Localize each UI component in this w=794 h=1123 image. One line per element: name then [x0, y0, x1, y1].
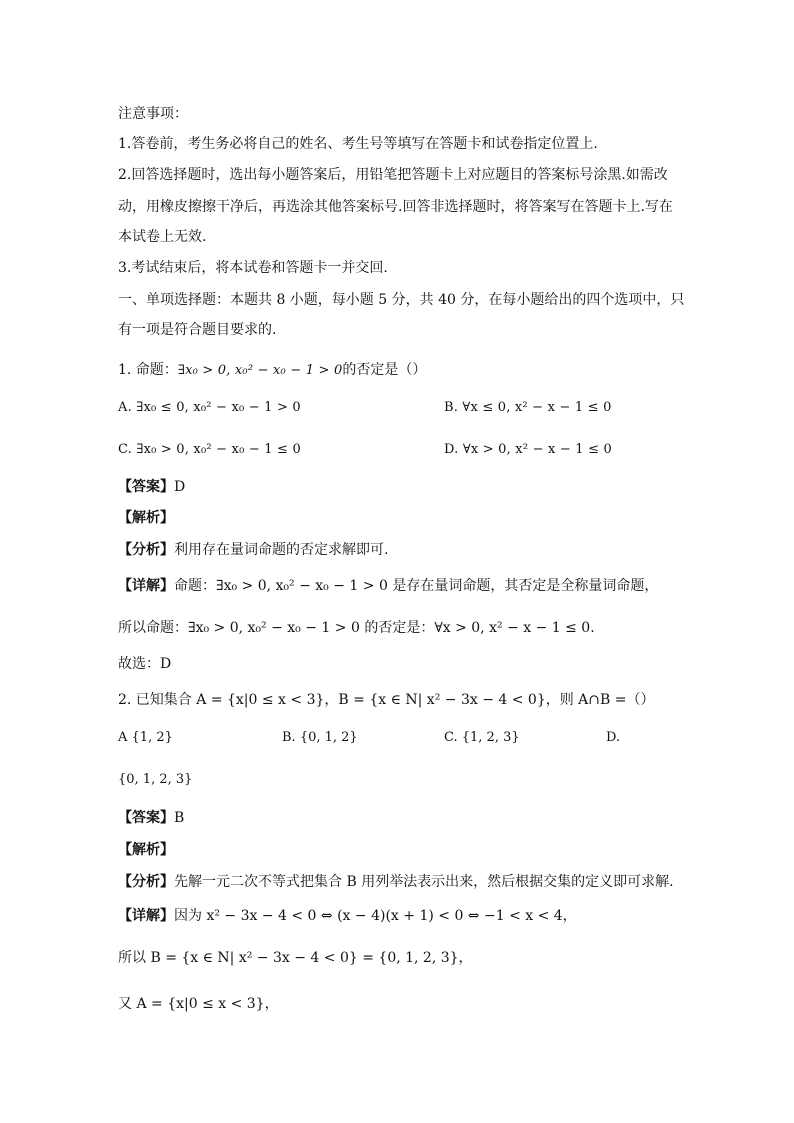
question-1-choose: 故选：D [118, 656, 172, 672]
answer-tag: 【答案】 [118, 810, 174, 826]
xiangjie-text: 命题：∃x₀ > 0, x₀² − x₀ − 1 > 0 是存在量词命题，其否定是全称量词命题， [174, 578, 659, 594]
question-2-stem: 2. 已知集合 A = {x|0 ≤ x < 3}，B = {x ∈ N| x² − 3x − 4 < 0}，则 A∩B =（） [118, 692, 655, 708]
notice-item-2-line-2: 动，用橡皮擦擦干净后，再选涂其他答案标号.回答非选择题时，将答案写在答题卡上.写在 [118, 199, 673, 215]
question-1-fenxi [118, 540, 388, 560]
question-2-option-a: A {1, 2} [118, 730, 173, 745]
fenxi-tag: 【分析】 [118, 874, 174, 890]
answer-value: D [174, 479, 186, 495]
fenxi-text: 先解一元二次不等式把集合 B 用列举法表示出来，然后根据交集的定义即可求解. [174, 874, 674, 890]
answer-value: B [174, 810, 185, 826]
question-2-option-d-value: {0, 1, 2, 3} [118, 772, 193, 787]
xiangjie-tag: 【详解】 [118, 578, 174, 594]
fenxi-text: 利用存在量词命题的否定求解即可. [174, 542, 389, 558]
fenxi-tag: 【分析】 [118, 542, 174, 558]
xiangjie-text: 因为 x² − 3x − 4 < 0 ⇔ (x − 4)(x + 1) < 0 ⇔ −1 < x < 4， [174, 908, 577, 924]
question-2-xiangjie [118, 906, 577, 926]
notice-title: 注意事项： [118, 106, 188, 122]
section-heading-line-2: 有一项是符合题目要求的. [118, 322, 277, 338]
question-1-answer [118, 477, 185, 497]
question-1-option-a: A. ∃x₀ ≤ 0, x₀² − x₀ − 1 > 0 [118, 400, 301, 415]
section-heading-line-1: 一、单项选择题：本题共 8 小题，每小题 5 分，共 40 分，在每小题给出的四个选项中，只 [118, 292, 685, 308]
xiangjie-tag: 【详解】 [118, 908, 174, 924]
question-2-option-c: C. {1, 2, 3} [444, 730, 520, 745]
question-1-solution-line-2: 所以命题：∃x₀ > 0, x₀² − x₀ − 1 > 0 的否定是：∀x > 0, x² − x − 1 ≤ 0. [118, 620, 595, 636]
question-1-prefix: 1. 命题： [118, 362, 178, 378]
question-2-option-d-label: D. [606, 730, 621, 745]
question-2-answer [118, 808, 184, 828]
question-2-solution-line-3: 又 A = {x|0 ≤ x < 3}， [118, 996, 279, 1012]
question-1-xiangjie [118, 576, 658, 596]
question-2-option-b: B. {0, 1, 2} [282, 730, 358, 745]
question-1-stem [118, 360, 426, 381]
question-2-analysis-tag: 【解析】 [118, 842, 174, 858]
notice-item-2-line-3: 本试卷上无效. [118, 229, 207, 245]
question-1-suffix: 的否定是（） [342, 362, 427, 378]
answer-tag: 【答案】 [118, 479, 174, 495]
question-2-fenxi [118, 872, 674, 892]
question-1-option-d: D. ∀x > 0, x² − x − 1 ≤ 0 [444, 442, 612, 457]
question-2-solution-line-2: 所以 B = {x ∈ N| x² − 3x − 4 < 0} = {0, 1, 2, 3}， [118, 950, 473, 966]
question-1-option-b: B. ∀x ≤ 0, x² − x − 1 ≤ 0 [444, 400, 612, 415]
question-1-analysis-tag: 【解析】 [118, 510, 174, 526]
question-1-formula: ∃x₀ > 0, x₀² − x₀ − 1 > 0 [177, 363, 343, 378]
notice-item-1: 1.答卷前，考生务必将自己的姓名、考生号等填写在答题卡和试卷指定位置上. [118, 136, 598, 152]
question-1-option-c: C. ∃x₀ > 0, x₀² − x₀ − 1 ≤ 0 [118, 442, 301, 457]
notice-item-3: 3.考试结束后，将本试卷和答题卡一并交回. [118, 260, 388, 276]
notice-item-2-line-1: 2.回答选择题时，选出每小题答案后，用铅笔把答题卡上对应题目的答案标号涂黑.如需改 [118, 167, 668, 183]
